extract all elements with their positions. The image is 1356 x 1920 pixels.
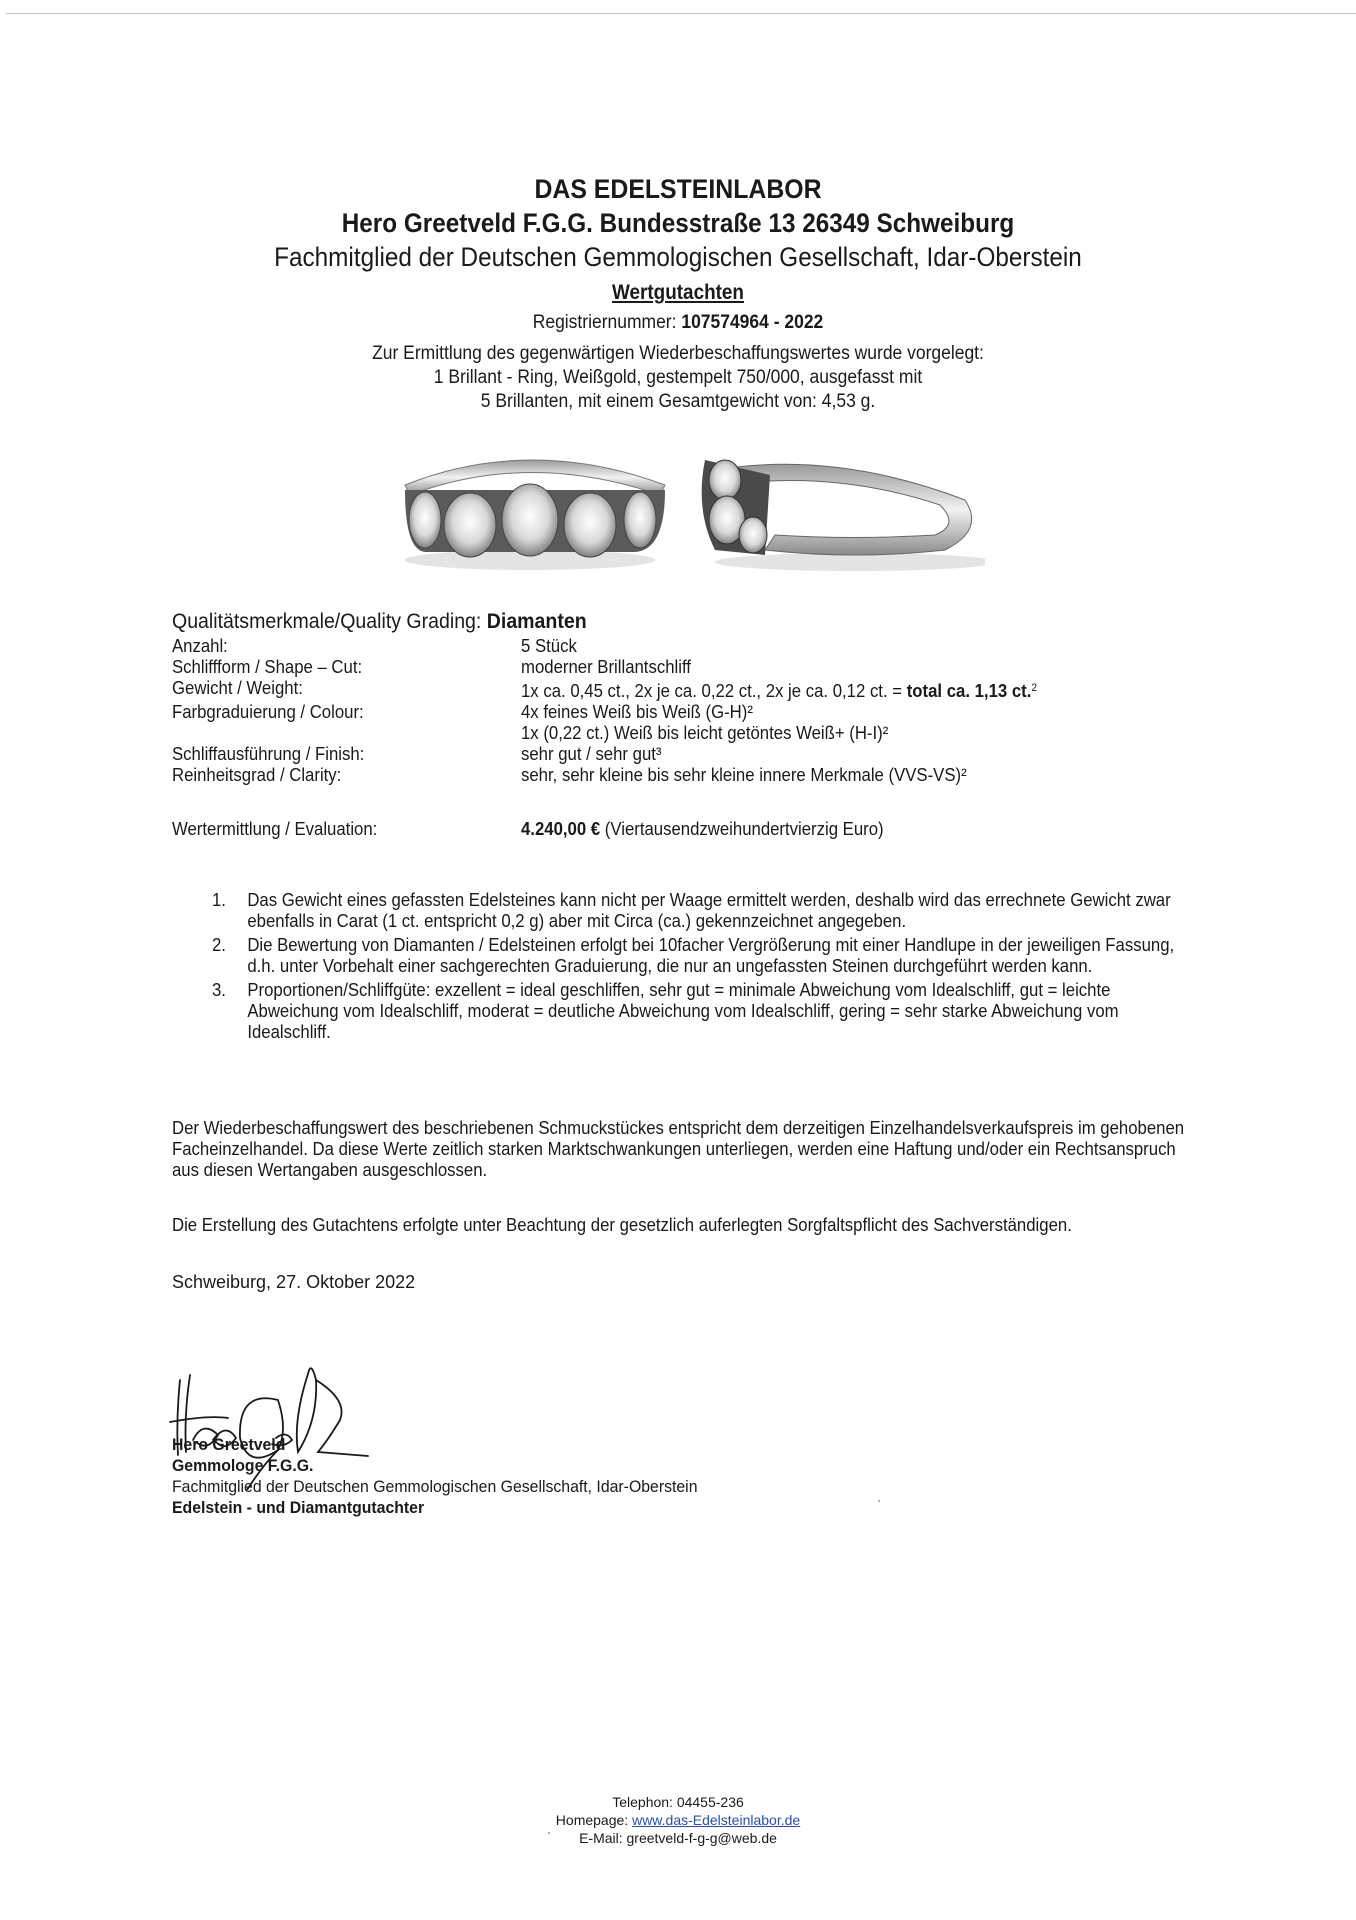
evaluation-row [172,819,1222,840]
grading-heading-label: Qualitätsmerkmale/Quality Grading: [172,610,482,633]
scan-speck [548,1832,550,1834]
evaluation-label: Wertermittlung / Evaluation: [172,819,378,839]
registration [54,308,1302,338]
paragraph-text: Der Wiederbeschaffungswert des beschriebenen Schmuckstückes entspricht dem derzeitigen Einzelhandelsverkaufspreis im gehobenen Facheinzelhandel. Da diese Werte zeitlich starken Marktschwankungen unterliegen, werden eine Haftung und/oder ein Rechtsanspruch aus diesen Wertangaben ausgeschlossen. [172,1118,1185,1180]
footer-phone: Telephon: 04455-236 [612,1794,744,1810]
footer-contact [0,1793,1356,1847]
homepage-link[interactable]: www.das-Edelsteinlabor.de [632,1812,801,1828]
lab-name: DAS EDELSTEINLABOR [534,174,822,204]
footnotes [212,890,1202,1046]
grading-row-colour-2 [172,723,1222,744]
signer-title: Gemmologe F.G.G. [172,1456,314,1475]
footnote-number: 3. [212,980,226,1000]
footer-email: E-Mail: greetveld-f-g-g@web.de [579,1830,777,1846]
grading-value: moderner Brillantschliff [521,657,691,677]
registration-label: Registriernummer: [532,312,677,333]
signer-name: Hero Greetveld [172,1435,286,1454]
footnote-2 [212,935,1189,977]
grading-row-finish [172,744,1222,765]
ring-front-photo [405,460,665,570]
grading-label: Farbgraduierung / Colour: [172,702,364,722]
grading-value: 1x ca. 0,45 ct., 2x je ca. 0,22 ct., 2x je ca. 0,12 ct. = [521,681,903,701]
grading-label: Schliffform / Shape – Cut: [172,657,363,677]
diligence-paragraph [172,1215,1232,1236]
grading-row-count [172,636,1222,657]
item-description-line-2: 5 Brillanten, mit einem Gesamtgewicht von: 4,53 g. [480,391,876,412]
signer-block [172,1434,737,1518]
signer-membership: Fachmitglied der Deutschen Gemmologischen Gesellschaft, Idar-Oberstein [172,1477,698,1496]
grading-value: 1x (0,22 ct.) Weiß bis leicht getöntes Weiß+ (H-I)² [521,723,889,743]
grading-label: Reinheitsgrad / Clarity: [172,765,342,785]
grading-value: sehr, sehr kleine bis sehr kleine innere Merkmale (VVS-VS)² [521,765,967,785]
footnote-1 [212,890,1189,932]
place-date: Schweiburg, 27. Oktober 2022 [172,1272,416,1292]
total-weight: total ca. 1,13 ct. [906,681,1032,701]
document-title: Wertgutachten [612,281,744,304]
footnote-text: Die Bewertung von Diamanten / Edelsteinen erfolgt bei 10facher Vergrößerung mit einer Handlupe in der jeweiligen Fassung, d.h. unter Vorbehalt einer sachgerechten Graduierung, die nur an ungefassten Steinen durchgeführt werden kann. [247,935,1175,976]
replacement-value-paragraph [172,1118,1232,1181]
grading-value: sehr gut / sehr gut³ [521,744,662,764]
lab-address: Hero Greetveld F.G.G. Bundesstraße 13 26349 Schweiburg [341,208,1015,238]
grading-row-shape [172,657,1222,678]
letterhead [0,172,1356,414]
evaluation-amount: 4.240,00 € [521,819,601,839]
footnote-text: Proportionen/Schliffgüte: exzellent = ideal geschliffen, sehr gut = minimale Abweichung vom Idealschliff, gut = leichte Abweichung vom Idealschliff, moderat = deutliche Abweichung vom Idealschliff, gering = sehr starke Abweichung vom Idealschliff. [247,980,1119,1042]
ring-photos [385,440,985,580]
grading-heading-value: Diamanten [486,610,587,633]
footnote-ref: 2 [1031,682,1038,694]
grading-heading [172,608,1222,636]
footnote-text: Das Gewicht eines gefassten Edelsteines kann nicht per Waage ermittelt werden, deshalb wird das errechnete Gewicht zwar ebenfalls in Carat (1 ct. entspricht 0,2 g) aber mit Circa (ca.) gekennzeichnet angegeben. [247,890,1171,931]
scan-speck [878,1500,880,1502]
ring-side-photo [702,460,985,571]
footnote-number: 2. [212,935,226,955]
grading-row-colour [172,702,1222,723]
grading-label: Schliffausführung / Finish: [172,744,365,764]
footnote-number: 1. [212,890,226,910]
homepage-label: Homepage: [555,1812,629,1828]
grading-value: 5 Stück [521,636,577,656]
grading-label: Gewicht / Weight: [172,678,303,698]
lab-membership: Fachmitglied der Deutschen Gemmologischen Gesellschaft, Idar-Oberstein [274,242,1082,272]
paragraph-text: Die Erstellung des Gutachtens erfolgte unter Beachtung der gesetzlich auferlegten Sorgfaltspflicht des Sachverständigen. [172,1215,1072,1235]
grading-value: 4x feines Weiß bis Weiß (G-H)² [521,702,753,722]
footnote-3 [212,980,1189,1043]
intro-text: Zur Ermittlung des gegenwärtigen Wiederbeschaffungswertes wurde vorgelegt: [372,343,984,364]
grading-row-clarity [172,765,1222,786]
grading-row-weight [172,678,1222,702]
quality-grading [172,608,1222,840]
scan-top-edge [6,13,1356,14]
evaluation-words: (Viertausendzweihundertvierzig Euro) [604,819,884,839]
registration-number: 107574964 - 2022 [681,312,824,333]
grading-label: Anzahl: [172,636,228,656]
signer-role: Edelstein - und Diamantgutachter [172,1498,425,1517]
item-description-line-1: 1 Brillant - Ring, Weißgold, gestempelt 750/000, ausgefasst mit [433,367,923,388]
footer-homepage [0,1811,1356,1829]
